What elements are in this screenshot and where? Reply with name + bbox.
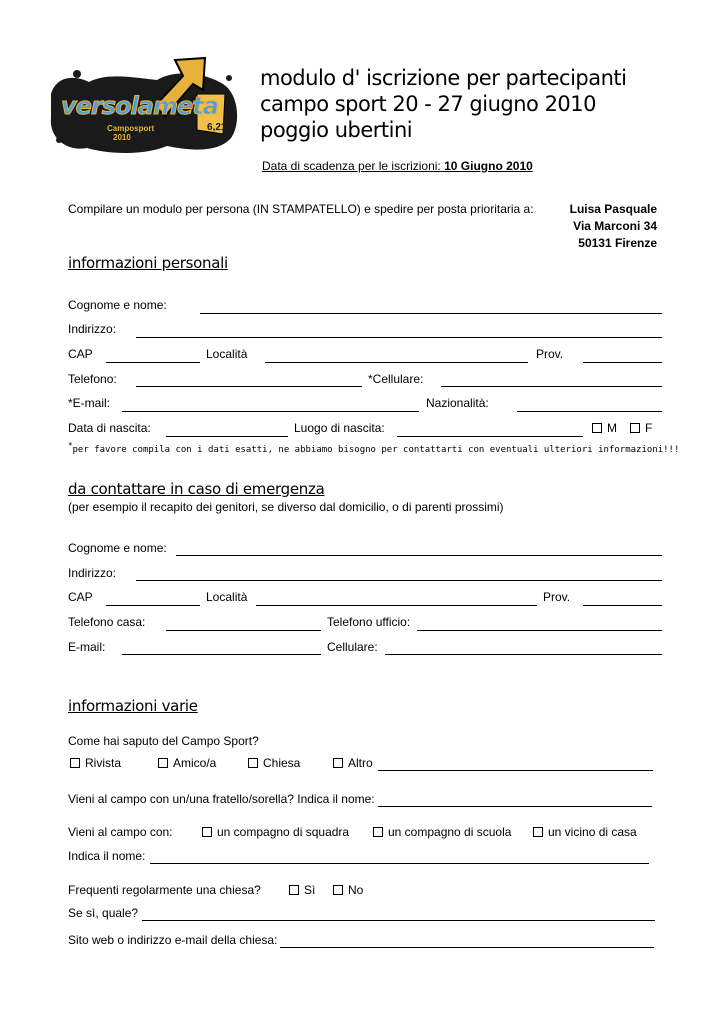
- option-altro-label: Altro: [348, 756, 373, 770]
- logo-text: versolameta: [61, 92, 218, 120]
- logo-subtitle: Camposport: [107, 124, 155, 133]
- option-schoolmate-label: un compagno di scuola: [388, 825, 512, 839]
- personal-locality-field[interactable]: [265, 362, 528, 363]
- option-yes[interactable]: [289, 883, 315, 897]
- personal-email-field[interactable]: [122, 411, 419, 412]
- form-title-line-2: campo sport 20 - 27 giugno 2010: [260, 92, 597, 116]
- emergency-home-phone-field[interactable]: [166, 630, 321, 631]
- option-chiesa[interactable]: [248, 756, 300, 770]
- personal-cap-field[interactable]: [106, 362, 200, 363]
- how-heard-question: Come hai saputo del Campo Sport?: [68, 734, 259, 748]
- personal-note: [68, 441, 679, 455]
- option-yes-label: Sì: [304, 883, 316, 897]
- which-church-field[interactable]: [142, 920, 655, 921]
- emergency-locality-field[interactable]: [256, 605, 537, 606]
- sibling-question: Vieni al campo con un/una fratello/sorella? Indica il nome:: [68, 792, 375, 806]
- logo-tag: 6,21: [207, 122, 227, 133]
- deadline-value: 10 Giugno 2010: [444, 159, 533, 173]
- personal-nationality-field[interactable]: [517, 411, 662, 412]
- emergency-mobile-label: Cellulare:: [327, 640, 378, 654]
- checkbox-yes[interactable]: [289, 885, 299, 895]
- emergency-locality-label: Località: [206, 590, 248, 604]
- option-teammate-label: un compagno di squadra: [217, 825, 350, 839]
- checkbox-f[interactable]: [630, 423, 640, 433]
- emergency-name-field[interactable]: [176, 555, 662, 556]
- checkbox-altro[interactable]: [333, 758, 343, 768]
- form-title-line-3: poggio ubertini: [260, 118, 413, 142]
- option-chiesa-label: Chiesa: [263, 756, 301, 770]
- option-altro[interactable]: [333, 756, 373, 770]
- address-city: 50131 Firenze: [578, 236, 657, 250]
- indicate-name-label: Indica il nome:: [68, 849, 146, 863]
- deadline-label: Data di scadenza per le iscrizioni:: [262, 159, 441, 173]
- personal-mobile-label: *Cellulare:: [368, 372, 424, 386]
- option-teammate[interactable]: [202, 825, 349, 839]
- gender-m-option[interactable]: [592, 421, 617, 435]
- emergency-subtitle: (per esempio il recapito dei genitori, se diverso dal domicilio, o di parenti prossimi): [68, 500, 504, 514]
- checkbox-no[interactable]: [333, 885, 343, 895]
- emergency-cap-label: CAP: [68, 590, 93, 604]
- personal-nationality-label: Nazionalità:: [426, 396, 489, 410]
- gender-f-label: F: [645, 421, 653, 435]
- church-web-label: Sito web o indirizzo e-mail della chiesa:: [68, 933, 278, 947]
- personal-birthdate-field[interactable]: [166, 436, 288, 437]
- personal-birthplace-label: Luogo di nascita:: [294, 421, 385, 435]
- checkbox-chiesa[interactable]: [248, 758, 258, 768]
- address-street: Via Marconi 34: [573, 219, 657, 233]
- section-personal-heading: informazioni personali: [68, 254, 228, 272]
- emergency-home-phone-label: Telefono casa:: [68, 615, 146, 629]
- emergency-prov-field[interactable]: [583, 605, 662, 606]
- personal-phone-label: Telefono:: [68, 372, 117, 386]
- option-no[interactable]: [333, 883, 363, 897]
- checkbox-neighbor[interactable]: [533, 827, 543, 837]
- personal-mobile-field[interactable]: [441, 386, 662, 387]
- camp-logo: [47, 54, 243, 158]
- personal-name-field[interactable]: [200, 313, 662, 314]
- option-no-label: No: [348, 883, 364, 897]
- personal-locality-label: Località: [206, 347, 248, 361]
- emergency-email-label: E-mail:: [68, 640, 106, 654]
- personal-birthplace-field[interactable]: [397, 436, 583, 437]
- logo-year: 2010: [113, 133, 131, 142]
- checkbox-amico[interactable]: [158, 758, 168, 768]
- church-web-field[interactable]: [280, 947, 654, 948]
- option-rivista-label: Rivista: [85, 756, 122, 770]
- sibling-name-field[interactable]: [378, 806, 652, 807]
- emergency-cap-field[interactable]: [106, 605, 200, 606]
- personal-name-label: Cognome e nome:: [68, 298, 167, 312]
- emergency-email-field[interactable]: [122, 654, 321, 655]
- indicate-name-field[interactable]: [150, 863, 649, 864]
- note-asterisk: *: [68, 441, 73, 450]
- section-misc-heading: informazioni varie: [68, 697, 198, 715]
- emergency-name-label: Cognome e nome:: [68, 541, 167, 555]
- option-rivista[interactable]: [70, 756, 121, 770]
- gender-m-label: M: [607, 421, 617, 435]
- personal-prov-field[interactable]: [583, 362, 662, 363]
- emergency-office-phone-label: Telefono ufficio:: [327, 615, 411, 629]
- personal-cap-label: CAP: [68, 347, 93, 361]
- emergency-mobile-field[interactable]: [385, 654, 662, 655]
- with-label: Vieni al campo con:: [68, 825, 173, 839]
- option-neighbor-label: un vicino di casa: [548, 825, 637, 839]
- option-amico-label: Amico/a: [173, 756, 217, 770]
- personal-prov-label: Prov.: [536, 347, 564, 361]
- personal-address-label: Indirizzo:: [68, 322, 117, 336]
- form-title-line-1: modulo d' iscrizione per partecipanti: [260, 66, 627, 90]
- option-amico[interactable]: [158, 756, 216, 770]
- personal-email-label: *E-mail:: [68, 396, 111, 410]
- checkbox-schoolmate[interactable]: [373, 827, 383, 837]
- emergency-address-field[interactable]: [136, 580, 662, 581]
- instructions-text: Compilare un modulo per persona (IN STAMPATELLO) e spedire per posta prioritaria a:: [68, 202, 534, 216]
- church-question: Frequenti regolarmente una chiesa?: [68, 883, 261, 897]
- personal-address-field[interactable]: [136, 337, 662, 338]
- emergency-address-label: Indirizzo:: [68, 566, 117, 580]
- deadline: [262, 159, 533, 173]
- section-emergency-heading: da contattare in caso di emergenza: [68, 480, 325, 498]
- emergency-office-phone-field[interactable]: [417, 630, 662, 631]
- option-neighbor[interactable]: [533, 825, 637, 839]
- address-name: Luisa Pasquale: [569, 202, 657, 216]
- gender-f-option[interactable]: [630, 421, 652, 435]
- option-altro-field[interactable]: [378, 770, 653, 771]
- checkbox-teammate[interactable]: [202, 827, 212, 837]
- checkbox-m[interactable]: [592, 423, 602, 433]
- note-text: per favore compila con i dati esatti, ne abbiamo bisogno per contattarti con eventuali ulteriori informazioni!!!: [72, 445, 680, 455]
- which-church-label: Se sì, quale?: [68, 906, 139, 920]
- emergency-prov-label: Prov.: [543, 590, 571, 604]
- personal-phone-field[interactable]: [136, 386, 362, 387]
- checkbox-rivista[interactable]: [70, 758, 80, 768]
- option-schoolmate[interactable]: [373, 825, 511, 839]
- personal-birthdate-label: Data di nascita:: [68, 421, 151, 435]
